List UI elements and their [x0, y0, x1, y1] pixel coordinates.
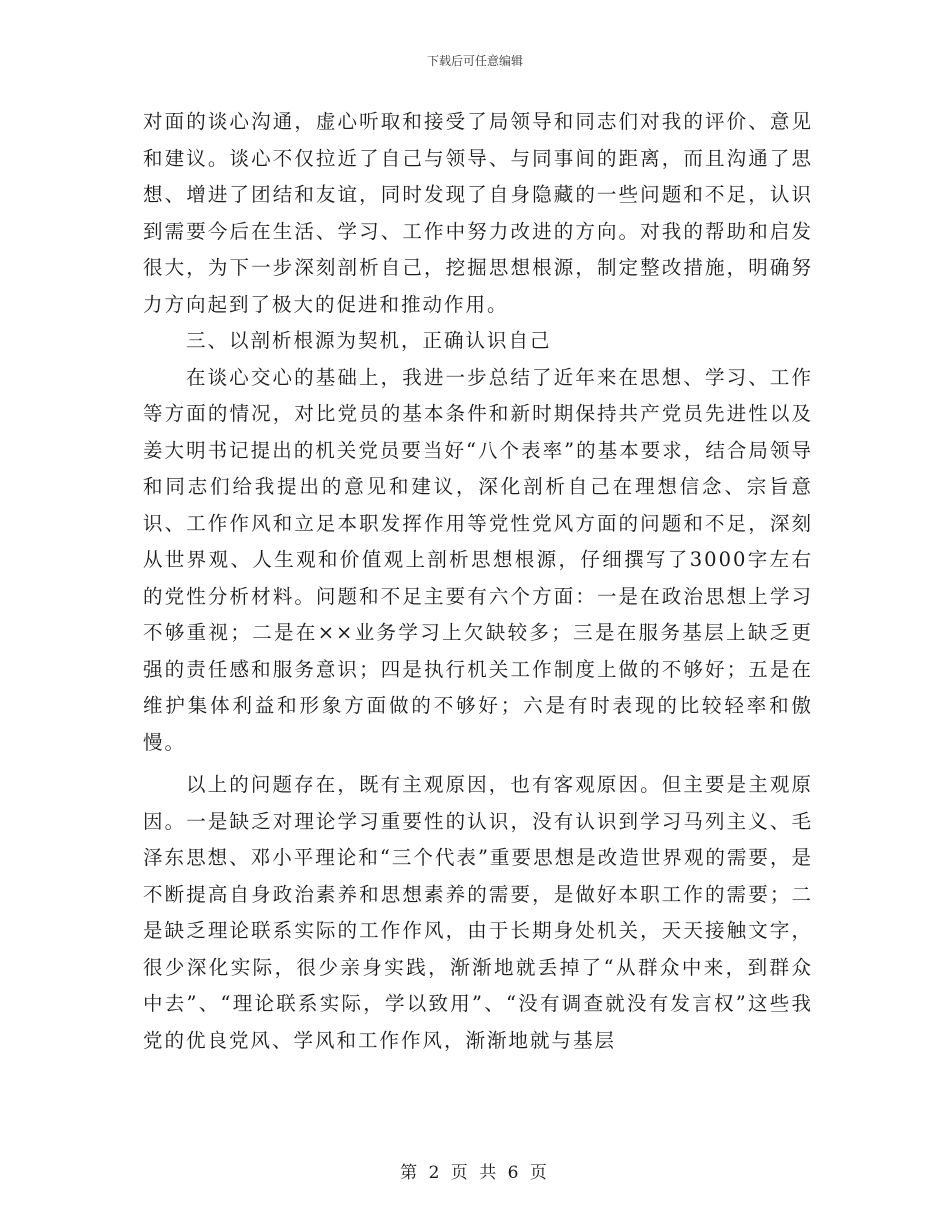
page-footer: [0, 1158, 950, 1183]
document-body: [143, 104, 813, 1059]
total-pages-number: 6: [507, 1163, 522, 1183]
current-page-number: 2: [428, 1163, 443, 1183]
paragraph-3: 在谈心交心的基础上，我进一步总结了近年来在思想、学习、工作等方面的情况，对比党员的基本条件和新时期保持共产党员先进性以及姜大明书记提出的机关党员要当好“八个表率”的基本要求，结合局领导和同志们给我提出的意见和建议，深化剖析自己在理想信念、宗旨意识、工作作风和立足本职发挥作用等党性党风方面的问题和不足，深刻从世界观、人生观和价值观上剖析思想根源，仔细撰写了3000字左右的党性分析材料。问题和不足主要有六个方面：一是在政治思想上学习不够重视；二是在××业务学习上欠缺较多；三是在服务基层上缺乏更强的责任感和服务意识；四是执行机关工作制度上做的不够好；五是在维护集体利益和形象方面做的不够好；六是有时表现的比较轻率和傲慢。: [143, 365, 813, 754]
section-heading-3: 三、以剖析根源为契机，正确认识自己: [186, 329, 552, 352]
page-header: 下载后可任意编辑: [426, 54, 523, 68]
paragraph-4: 以上的问题存在，既有主观原因，也有客观原因。但主要是主观原因。一是缺乏对理论学习重要性的认识，没有认识到学习马列主义、毛泽东思想、邓小平理论和“三个代表”重要思想是改造世界观的需要，是不断提高自身政治素养和思想素养的需要，是做好本职工作的需要；二是缺乏理论联系实际的工作作风，由于长期身处机关，天天接触文字，很少深化实际，很少亲身实践，渐渐地就丢掉了“从群众中来，到群众中去”、“理论联系实际，学以致用”、“没有调查就没有发言权”这些我党的优良党风、学风和工作作风，渐渐地就与基层: [143, 773, 813, 1052]
footer-prefix: 第: [400, 1163, 421, 1183]
footer-middle: 页 共: [450, 1163, 500, 1183]
footer-suffix: 页: [529, 1163, 550, 1183]
paragraph-1: 对面的谈心沟通，虚心听取和接受了局领导和同志们对我的评价、意见和建议。谈心不仅拉近了自己与领导、与同事间的距离，而且沟通了思想、增进了团结和友谊，同时发现了自身隐藏的一些问题和不足，认识到需要今后在生活、学习、工作中努力改进的方向。对我的帮助和启发很大，为下一步深刻剖析自己，挖掘思想根源，制定整改措施，明确努力方向起到了极大的促进和推动作用。: [143, 110, 813, 316]
